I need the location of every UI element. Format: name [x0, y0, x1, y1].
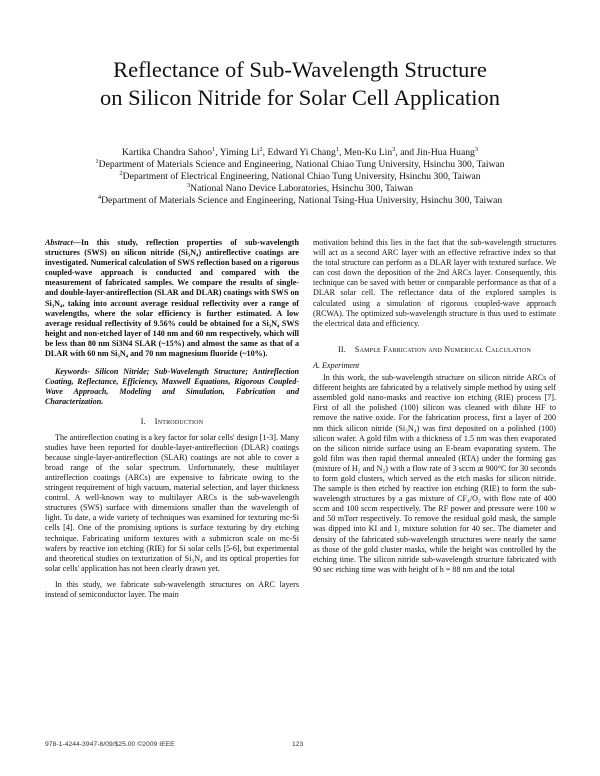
copyright-footer: 978-1-4244-3947-8/09/$25.00 ©2009 IEEE	[45, 741, 175, 748]
section-heading-fabrication: II. Sample Fabrication and Numerical Calculation	[337, 344, 532, 354]
title-line-2: on Silicon Nitride for Solar Cell Application	[100, 85, 500, 110]
keywords: Keywords- Silicon Nitride; Sub-Wavelength Structure; Antireflection Coating, Reflectance, Efficiency, Maxwell Equations, Rigorous Coupled-Wave Approach, Modeling and Simulation, Fabrication and Characterization.	[45, 367, 299, 407]
author-separator: ,	[215, 147, 220, 158]
author-affiliation-mark: 1	[212, 145, 216, 153]
author-name: Edward Yi Chang	[267, 147, 336, 158]
intro-paragraph-1: The antireflection coating is a key factor for solar cells' design [1-3]. Many studies have been reported for double-layer-antireflection (DLAR) coatings because single-layer-antireflection (SLAR) coatings are not able to cover a broad range of the solar spectrum. Unfortunately, these multilayer antireflection coatings (ARCs) are expensive to fabricate owing to the stringent requirement of high vacuum, material selection, and layer thickness control. A well-known way to multilayer ARCs is the sub-wavelength structures (SWS) surface with dimensions smaller than the wavelength of light. To date, a wide variety of techniques was examined for texturing mc-Si cells [4]. One of the promising options is surface texturing by dry etching technique. Fabricating uniform textures with a submicron scale on mc-Si wafers by reactive ion etching (RIE) for Si solar cells [5-6], but experimental and theoretical studies on texturization of Si₃N₄ and its optical properties for solar cells' application has not been clearly drawn yet.	[45, 432, 299, 573]
experiment-paragraph: In this work, the sub-wavelength structure on silicon nitride ARCs of different heights are fabricated by a relatively simple method by using self assembled gold nano-masks and reactive ion etching (RIE) process [7]. First of all the polished (100) silicon was cleaned with dilute HF to remove the native oxide. For the fabrication process, first a layer of 200 nm thick silicon nitride (Si₃N₄) was first deposited on a polished (100) silicon wafer. A gold film with a thickness of 1.5 nm was then evaporated on the silicon nitride surface using an E-beam evaporating system. The gold film was then rapid thermal annealed (RTA) under the forming gas (mixture of H₂ and N₂) with a flow rate of 3 sccm at 900°C for 30 seconds to form gold clusters, which served as the etch masks for silicon nitride. The sample is then etched by reactive ion etching (RIE) to form the sub-wavelength structures by a gas mixture of CF₄/O₂ with flow rate of 400 sccm and 100 sccm respectively. The RF power and pressure were 100 w and 50 mTorr respectively. To remove the residual gold mask, the sample was dipped into KI and I₂ mixture solution for 40 sec. The diameter and density of the fabricated sub-wavelength structures were nearly the same as those of the gold cluster masks, while the height was controlled by the etching time. The silicon nitride sub-wavelength structure fabricated with 90 sec etching time was with height of h = 88 nm and the total	[313, 373, 556, 574]
intro-paragraph-2: In this study, we fabricate sub-wavelength structures on ARC layers instead of semiconductor layer. The main	[45, 579, 299, 599]
author-name: Kartika Chandra Sahoo	[121, 147, 212, 158]
author-affiliation-mark: 2	[259, 145, 263, 153]
section-heading-introduction: I. Introduction	[140, 416, 204, 426]
author-separator: ,	[262, 147, 268, 158]
right-column	[313, 238, 556, 575]
affiliation-3: $^3$National Nano Device Laboratories, Hsinchu 300, Taiwan	[186, 181, 414, 194]
intro-continuation: motivation behind this lies in the fact that the sub-wavelength structures will act as a second ARC layer with an effective refractive index so that the total structure can perform as a DLAR layer with textured surface. We can cost down the deposition of the 2nd ARCs layer. Consequently, this technique can be saved with better or comparable performance as that of a DLAR solar cell. The reflectance data of the explored samples is calculated using a simulation of rigorous coupled-wave approach (RCWA). The optimized sub-wavelength structure is thus used to estimate the electrical data and efficiency.	[313, 238, 556, 328]
subsection-heading-experiment: A. Experiment	[313, 360, 360, 370]
author-name: Yiming Li	[219, 147, 260, 158]
affiliation-2: $^2$Department of Electrical Engineering, National Chiao Tung University, Hsinchu 300, Taiwan	[119, 169, 481, 182]
author-name: Jin-Hua Huang	[416, 147, 475, 158]
author-affiliation-mark: 3	[392, 145, 396, 153]
affiliation-4: $^4$Department of Materials Science and Engineering, National Tsing-Hua University, Hsinchu 300, Taiwan	[97, 193, 503, 206]
author-name: Men-Ku Lin	[343, 147, 393, 158]
left-column	[45, 238, 299, 600]
title-line-1: Reflectance of Sub-Wavelength Structure	[113, 57, 487, 82]
affiliation-1: $^1$Department of Materials Science and Engineering, National Chiao Tung University, Hsinchu 300, Taiwan	[95, 157, 505, 170]
author-block	[0, 147, 600, 207]
abstract: Abstract—In this study, reflection properties of sub-wavelength structures (SWS) on silicon nitride (Si₃N₄) antireflective coatings are investigated. Numerical calculation of SWS reflection based on a rigorous coupled-wave approach is conducted and compared with the measurement of fabricated samples. We compare the results of single- and double-layer-antireflection (SLAR and DLAR) coatings with SWS on Si₃N₄, taking into account average residual reflectivity over a range of wavelengths, where the solar efficiency is further estimated. A low average residual reflectivity of 9.56% could be obtained for a Si₃N₄ SWS height and non-etched layer of 140 nm and 60 nm respectively, which will be less than 80 nm Si3N4 SLAR (~15%) and almost the same as that of a DLAR with 60 nm Si₃N₄ and 70 nm magnesium fluoride (~10%).	[45, 238, 299, 359]
author-separator: ,	[339, 147, 344, 158]
author-names	[0, 147, 600, 159]
paper-title	[0, 56, 600, 112]
author-affiliation-mark: 3	[474, 145, 479, 153]
author-affiliation-mark: 1	[335, 145, 340, 153]
page-number: 123	[292, 741, 304, 748]
author-separator: , and	[395, 147, 417, 158]
